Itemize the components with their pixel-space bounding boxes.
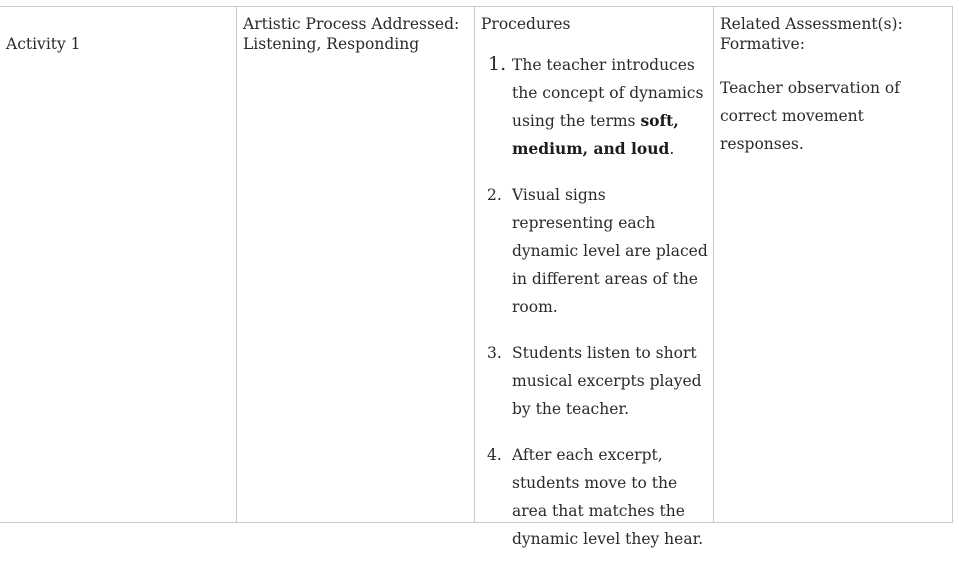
assessment-heading: Related Assessment(s):: [720, 15, 903, 33]
procedure-step: [483, 181, 709, 321]
step-text: The teacher introduces the concept of dynamics using the terms: [512, 56, 704, 130]
procedures-list: [483, 51, 709, 571]
procedure-step: [483, 51, 709, 163]
activity-cell: [0, 7, 236, 522]
procedure-step: [483, 339, 709, 423]
procedures-cell: [474, 7, 713, 548]
step-number: 4.: [487, 446, 502, 464]
step-number: 2.: [487, 186, 502, 204]
lesson-plan-table: [0, 6, 953, 548]
step-text: Visual signs representing each dynamic level are placed in different areas of the room.: [512, 186, 708, 316]
step-number: 1.: [488, 53, 507, 75]
step-text: After each excerpt, students move to the area that matches the dynamic level they hear.: [512, 446, 704, 548]
assessment-cell: [713, 7, 953, 522]
assessment-heading-block: [720, 14, 903, 54]
procedures-heading: Procedures: [481, 15, 571, 33]
assessment-type: Formative:: [720, 35, 805, 53]
artistic-process-cell: [236, 7, 474, 522]
step-text: Students listen to short musical excerpts played by the teacher.: [512, 344, 702, 418]
artistic-process-heading: Artistic Process Addressed:: [243, 15, 460, 33]
activity-label: Activity 1: [6, 35, 81, 53]
step-number: 3.: [487, 344, 502, 362]
artistic-process-block: [243, 14, 459, 54]
step-suffix: .: [669, 140, 675, 158]
artistic-process-value: Listening, Responding: [243, 35, 420, 53]
procedure-step: [483, 441, 709, 553]
step-emphasis: soft, medium, and loud: [512, 111, 679, 158]
assessment-description: Teacher observation of correct movement responses.: [720, 79, 901, 153]
